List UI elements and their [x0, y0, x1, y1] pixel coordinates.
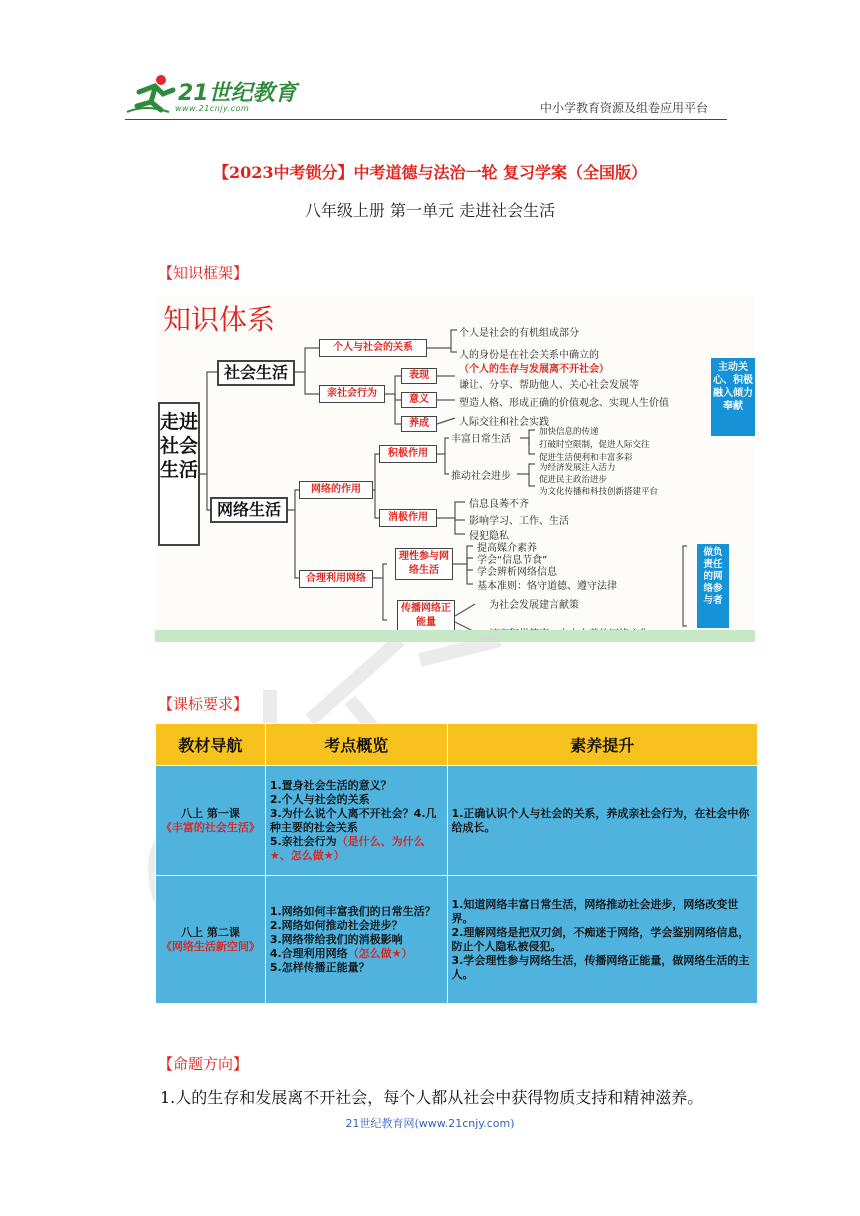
- leaf-relation-1: 个人是社会的有机组成部分: [459, 328, 579, 339]
- node-use-network: 合理利用网络: [299, 570, 373, 588]
- leaf-relation-note: （个人的生存与发展离不开社会）: [459, 364, 609, 375]
- point-item: 5.怎样传播正能量？: [269, 960, 370, 974]
- leaf-negative-2: 影响学习、工作、生活: [469, 516, 569, 527]
- node-behavior: 表现: [401, 368, 437, 384]
- points-cell: [265, 876, 447, 1004]
- leaf-negative-3: 侵犯隐私: [469, 531, 509, 542]
- node-individual-society: 个人与社会的关系: [319, 339, 427, 357]
- table-row: [156, 766, 758, 876]
- point-item: 1.置身社会生活的意义？: [269, 778, 392, 792]
- lesson-title: 《网络生活新空间》: [160, 939, 260, 953]
- node-network-life: 网络生活: [210, 497, 288, 523]
- node-prosocial: 亲社会行为: [319, 385, 385, 403]
- section-direction: 【命题方向】: [158, 1055, 249, 1073]
- node-meaning: 意义: [401, 392, 437, 408]
- leaf-promote-2: 促进民主政治进步: [539, 475, 608, 485]
- node-rational: 理性参与网络生活: [395, 548, 453, 580]
- point-text: 4.合理利用网络: [269, 946, 348, 960]
- node-social-life: 社会生活: [217, 360, 295, 386]
- footer-link[interactable]: 21世纪教育网(www.21cnjy.com): [345, 1117, 515, 1130]
- section-framework: 【知识框架】: [158, 264, 249, 282]
- node-negative: 消极作用: [379, 509, 437, 527]
- lesson-title: 《丰富的社会生活》: [160, 820, 260, 834]
- leaf-behavior: 谦让、分享、帮助他人、关心社会发展等: [459, 380, 639, 391]
- table-header-textbook: 教材导航: [156, 724, 266, 766]
- leaf-enrich-3: 促进生活便利和丰富多彩: [539, 453, 633, 463]
- lesson-number: 八上 第一课: [181, 806, 240, 820]
- lesson-number: 八上 第二课: [181, 925, 240, 939]
- leaf-cultivate: 人际交往和社会实践: [459, 417, 549, 428]
- point-text: 5.亲社会行为: [269, 834, 337, 848]
- point-item: 3.网络带给我们的消极影响: [269, 932, 403, 946]
- document-subtitle: 八年级上册 第一单元 走进社会生活: [304, 201, 556, 220]
- point-emphasis: （是什么、为什么★、怎么做★）: [269, 834, 425, 862]
- callout-responsible-participant: 做负责任的网络参与者: [697, 544, 729, 628]
- document-title: 【2023中考锁分】中考道德与法治一轮 复习学案（全国版）: [212, 163, 648, 182]
- table-header-literacy: 素养提升: [447, 724, 757, 766]
- leaf-negative-1: 信息良莠不齐: [469, 499, 529, 510]
- lesson-cell: [156, 876, 266, 1004]
- leaf-meaning: 塑造人格、形成正确的价值观念、实现人生价值: [459, 398, 669, 409]
- point-item: 2.个人与社会的关系: [269, 792, 370, 806]
- node-spread: 传播网络正能量: [397, 600, 455, 632]
- mindmap-bottom-bar: [155, 630, 755, 642]
- callout-active-participation: 主动关心、积极融入倾力奉献: [711, 358, 755, 436]
- leaf-promote-1: 为经济发展注入活力: [539, 463, 616, 473]
- point-item: [270, 835, 443, 863]
- leaf-enrich-1: 加快信息的传递: [539, 427, 599, 437]
- leaf-rational-1: 提高媒介素养: [477, 543, 537, 554]
- leaf-spread-1: 为社会发展建言献策: [489, 600, 579, 611]
- header-platform-text: 中小学教育资源及组卷应用平台: [540, 101, 709, 115]
- point-item: 2.网络如何推动社会进步？: [269, 918, 403, 932]
- mindmap-title: 知识体系: [163, 303, 276, 336]
- logo-text: 21世纪教育: [178, 81, 297, 106]
- point-item: [270, 947, 443, 961]
- runner-icon: [125, 72, 181, 116]
- points-cell: [265, 766, 447, 876]
- standards-table: [155, 723, 758, 1004]
- node-network-role: 网络的作用: [299, 481, 373, 499]
- table-header-row: [156, 724, 758, 766]
- leaf-rational-2: 学会“信息节食”: [477, 555, 548, 566]
- direction-item-1: 1.人的生存和发展离不开社会，每个人都从社会中获得物质支持和精神滋养。: [160, 1088, 704, 1107]
- logo-url: www.21cnjy.com: [175, 104, 250, 113]
- point-item: 1.网络如何丰富我们的日常生活？: [269, 904, 436, 918]
- leaf-enrich-2: 打破时空限制，促进人际交往: [539, 440, 650, 450]
- node-positive: 积极作用: [379, 445, 437, 463]
- leaf-promote: 推动社会进步: [451, 471, 511, 482]
- knowledge-mindmap: [155, 296, 755, 642]
- point-emphasis: （怎么做★）: [347, 946, 413, 960]
- table-header-points: 考点概览: [265, 724, 447, 766]
- leaf-promote-3: 为文化传播和科技创新搭建平台: [539, 487, 659, 497]
- table-row: [156, 876, 758, 1004]
- literacy-cell: 1.正确认识个人与社会的关系，养成亲社会行为，在社会中你给成长。: [447, 766, 757, 876]
- point-item: 3.为什么说个人离不开社会？4.几种主要的社会关系: [269, 806, 437, 834]
- mindmap-root-node: 走进社会生活: [158, 402, 200, 546]
- node-cultivate: 养成: [401, 416, 437, 432]
- leaf-relation-2: 人的身份是在社会关系中确立的: [459, 350, 599, 361]
- lesson-cell: [156, 766, 266, 876]
- header-divider: [125, 119, 727, 120]
- section-standards: 【课标要求】: [158, 695, 249, 713]
- leaf-rational-4: 基本准则：恪守道德、遵守法律: [477, 581, 617, 592]
- leaf-enrich: 丰富日常生活: [451, 434, 511, 445]
- literacy-cell: 1.知道网络丰富日常生活，网络推动社会进步，网络改变世界。 2.理解网络是把双刃剑，不痴迷于网络，学会鉴别网络信息，防止个人隐私被侵犯。 3.学会理性参与网络生活，传播网络正能量，做网络生活的主人。: [447, 876, 757, 1004]
- leaf-rational-3: 学会辨析网络信息: [477, 567, 557, 578]
